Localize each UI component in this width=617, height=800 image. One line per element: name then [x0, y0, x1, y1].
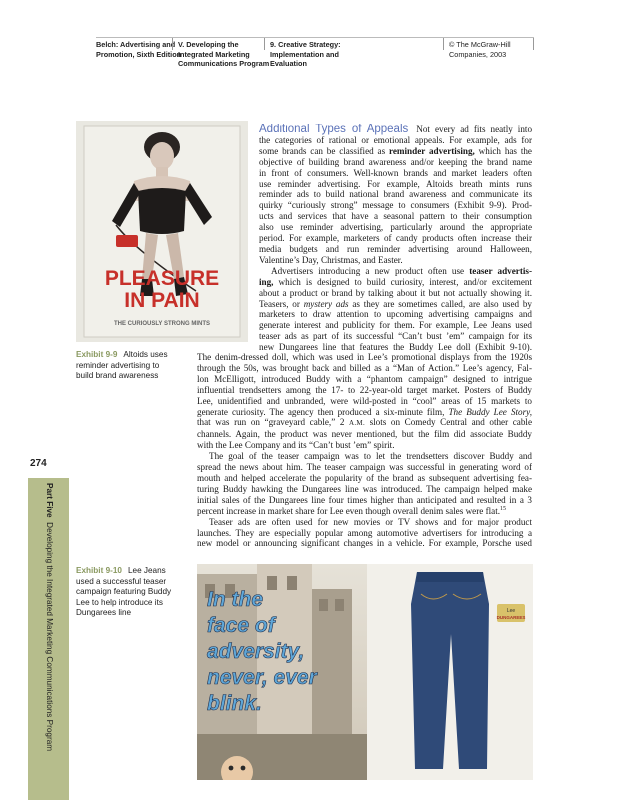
body-line: mouth and helped accelerate the popularity of the brand as subsequent advertising fea-: [197, 472, 532, 483]
header-divider: [172, 38, 173, 50]
key-term: teaser advertis-: [469, 265, 532, 276]
body-line: launches. They are especially popular among automotive advertisers for introducing a: [197, 527, 532, 538]
side-label-title: Developing the Integrated Marketing Communications Program: [45, 522, 54, 752]
exhibit-9-10-caption: [76, 566, 194, 619]
body-line: The denim-dressed doll, which was used in Lee’s promotional displays from the 1920s: [197, 352, 532, 362]
ad-headline-line3: adversity,: [207, 640, 305, 663]
body-line: also use reminder advertising, particularly around the appropriate: [259, 222, 532, 233]
header-top-rule: [96, 37, 534, 38]
header-line: Promotion, Sixth Edition: [96, 49, 182, 59]
body-line: [259, 299, 532, 310]
exhibit-label: Exhibit 9-9: [76, 350, 118, 359]
ad-headline-line5: blink.: [207, 692, 262, 715]
body-line: spread the news about him. The teaser campaign was successful in generating word of: [197, 462, 532, 473]
body-line: new Dungarees line that features the Buddy Lee doll (Exhibit 9-10).: [259, 342, 532, 353]
footnote-marker: 15: [500, 505, 507, 512]
body-line: period. For example, marketers of candy products often increase their: [259, 233, 532, 244]
header-line: Communications Program: [178, 59, 270, 69]
header-line: Belch: Advertising and: [96, 40, 176, 49]
ad-headline-line4: never, ever: [207, 666, 317, 689]
body-text: as they are sometimes called, are also used by: [348, 298, 532, 309]
tag-lee: Lee: [506, 608, 516, 614]
exhibit-9-9-image: [76, 121, 248, 342]
body-line: [259, 277, 532, 288]
article-column-right: [259, 124, 532, 353]
body-text: percent increase in market share for Lee even though overall denim sales were flat.: [197, 505, 501, 516]
body-line: through the 50s, was brought back and billed as a “Man of Action.” Lee’s agency, Fal-: [197, 362, 532, 373]
body-line: reminder ads to build national brand awareness and communicate its: [259, 189, 532, 200]
body-line: Valentine’s Day, Christmas, and Easter.: [259, 254, 403, 265]
body-text: which has the: [474, 145, 532, 156]
body-line: [197, 506, 532, 517]
body-line: [197, 407, 532, 418]
caption-text: used a successful teaser: [76, 576, 167, 586]
ad-tagline: THE CURIOUSLY STRONG MINTS: [113, 321, 211, 327]
film-title: The Buddy Lee Story,: [448, 406, 532, 417]
body-line: with the Lee Company and its “Can’t bust ’em” spirit.: [197, 440, 395, 451]
header-divider: [264, 38, 265, 50]
body-line: [259, 266, 532, 277]
body-line: turing Buddy hawking the Dungarees line was introduced. The campaign helped make: [197, 483, 532, 494]
time-abbrev: A.M.: [349, 419, 365, 428]
body-line: objective of building brand awareness and/or keeping the brand name: [259, 156, 532, 167]
header-book-info: [96, 40, 181, 59]
altoids-ad-illustration: [76, 121, 248, 342]
body-line: influential trendsetters among the 17- to 22-year-old target market. Posters of Buddy: [197, 384, 532, 395]
header-line: V. Developing the: [178, 40, 239, 49]
body-line: marketers to draw attention to upcoming advertising campaigns and: [259, 309, 532, 320]
body-line: use reminder advertising. For example, Altoids breath mints runs: [259, 178, 532, 189]
caption-text: reminder advertising to: [76, 360, 160, 370]
header-line: © The McGraw-Hill: [449, 40, 511, 49]
key-term: ing,: [259, 276, 274, 287]
body-line: [197, 417, 532, 429]
ad-headline-line1: PLEASURE: [104, 267, 220, 290]
italic-term: mystery ads: [303, 298, 349, 309]
header-chapter-info: [270, 40, 341, 69]
caption-text: Altoids uses: [123, 350, 168, 359]
header-line: Evaluation: [270, 59, 307, 69]
body-line: media budgets and run reminder advertising around Halloween,: [259, 243, 532, 254]
body-text: generate curiosity. The agency then produced a six-minute film,: [197, 406, 449, 417]
body-line: Lee, unidentified and unbranded, were wild-posted in “cool” areas of 15 markets to: [197, 395, 532, 406]
body-text: Not every ad fits neatly into: [416, 124, 532, 134]
body-line: quirky “curiously strong” message to consumers (Exhibit 9-9). Prod-: [259, 200, 532, 211]
caption-text: campaign featuring Buddy: [76, 587, 172, 596]
body-text: Teasers, or: [259, 298, 304, 309]
tag-dungarees: DUNGAREES: [496, 615, 526, 620]
lee-jeans-ad-illustration: [197, 564, 533, 780]
body-line: initial sales of the Dungarees line four times higher than anticipated and resulted in a 3: [197, 494, 532, 505]
ad-headline-line2: IN PAIN: [124, 289, 200, 312]
header-divider: [533, 38, 534, 50]
side-label: [40, 483, 58, 783]
body-line: The goal of the teaser campaign was to let the trendsetters discover Buddy and: [209, 451, 532, 462]
body-line: channels. Again, the product was never mentioned, but the film did associate Buddy: [197, 429, 532, 440]
body-line: the categories of rational or emotional appeals. For example, ads for: [259, 134, 532, 145]
header-divider: [443, 38, 444, 50]
header-line: Implementation and: [270, 49, 339, 59]
body-line: new model or announcing significant changes in a vehicle. For example, Porsche used: [197, 538, 532, 549]
body-line: teaser ads as part of its successful “Can’t bust ’em” campaign for its: [259, 331, 532, 342]
header-part-info: [178, 40, 269, 69]
exhibit-label: Exhibit 9-10: [76, 566, 122, 575]
exhibit-9-9-caption: [76, 350, 196, 382]
caption-text: Lee Jeans: [127, 566, 166, 575]
body-line: lon McElligott, introduced Buddy with a “phantom campaign” designed to intrigue: [197, 373, 532, 384]
body-text: which is designed to build curiosity, interest, and/or excitement: [273, 276, 532, 287]
header-line: Integrated Marketing: [178, 49, 250, 59]
article-column-wide: [197, 352, 532, 549]
body-line: Teaser ads are often used for new movies or TV shows and for major product: [209, 516, 532, 527]
body-text: slots on Comedy Central and other cable: [365, 417, 532, 428]
caption-text: Lee to help introduce its: [76, 597, 163, 607]
caption-text: build brand awareness: [76, 371, 159, 380]
section-heading: Additional Types of Appeals: [259, 124, 409, 135]
header-copyright: [449, 40, 511, 59]
ad-headline-line2: face of: [207, 614, 275, 637]
body-line: [259, 146, 532, 157]
key-term: reminder advertising,: [388, 145, 475, 156]
page-number: 274: [30, 458, 47, 469]
caption-text: Dungarees line: [76, 608, 132, 617]
header-line: 9. Creative Strategy:: [270, 40, 341, 49]
body-text: Advertisers introducing a new product often use: [271, 265, 470, 276]
body-line: generate interest and publicity for them. For example, Lee Jeans used: [259, 320, 532, 331]
exhibit-9-10-image: [197, 564, 533, 780]
body-line: in front of consumers. Well-known brands and market leaders often: [259, 167, 532, 178]
side-label-part: Part Five: [45, 483, 54, 518]
header-line: Companies, 2003: [449, 49, 507, 59]
body-text: that was run on “graveyard cable,” 2: [197, 417, 350, 428]
ad-headline-line1: In the: [207, 588, 263, 611]
body-line: about a product or brand by talking about it but not actually showing it.: [259, 287, 532, 298]
body-text: some brands can be classified as: [259, 145, 389, 156]
body-line: ucts and services that have a seasonal pattern to their consumption: [259, 211, 532, 222]
